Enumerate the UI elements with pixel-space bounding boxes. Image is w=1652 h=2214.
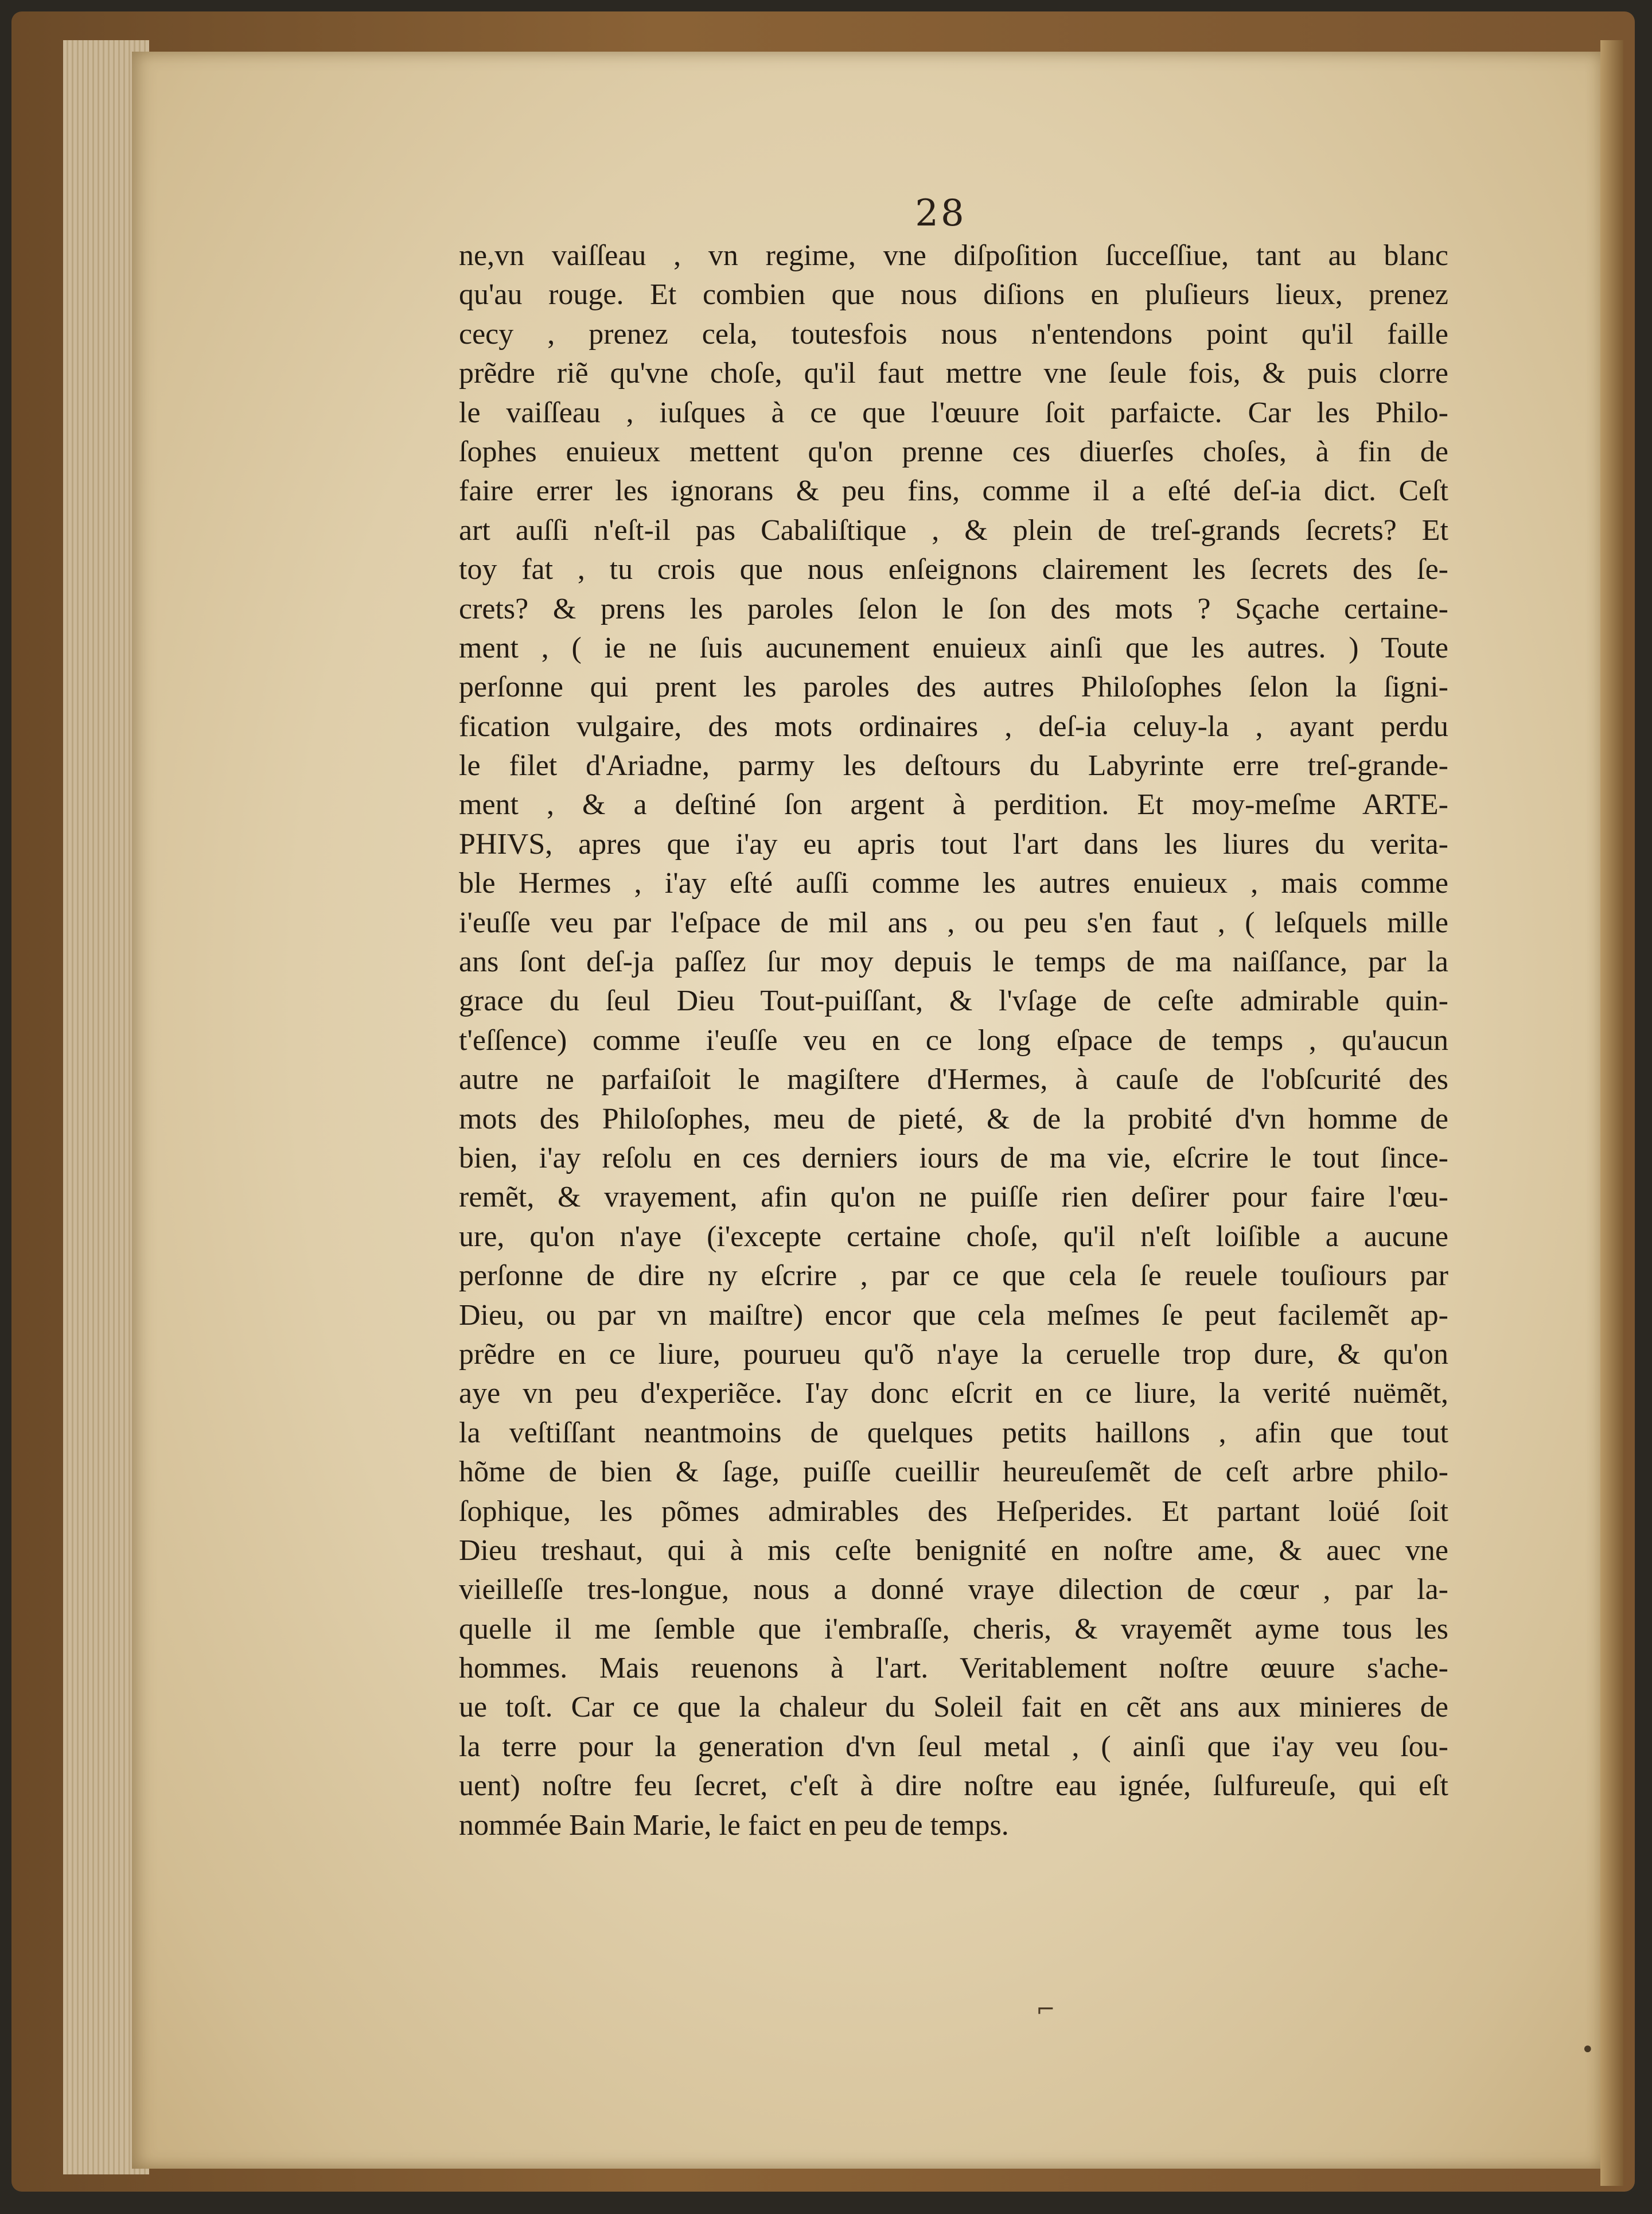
text-line: ure, qu'on n'aye (i'excepte certaine choſe, qu'il n'eſt loiſible a aucune [459, 1220, 1448, 1253]
text-line: fication vulgaire, des mots ordinaires , deſ-ia celuy-la , ayant perdu [459, 710, 1448, 743]
text-line: autre ne parfaiſoit le magiſtere d'Hermes, à cauſe de l'obſcurité des [459, 1063, 1448, 1096]
text-line: ans ſont deſ-ja paſſez ſur moy depuis le temps de ma naiſſance, par la [459, 945, 1448, 979]
text-line: uent) noſtre feu ſecret, c'eſt à dire noſtre eau ignée, ſulfureuſe, qui eſt [459, 1769, 1448, 1803]
text-line: ne,vn vaiſſeau , vn regime, vne diſpoſition ſucceſſiue, tant au blanc [459, 239, 1448, 272]
text-line: t'eſſence) comme i'euſſe veu en ce long eſpace de temps , qu'aucun [459, 1024, 1448, 1057]
page-right-edge [1600, 40, 1623, 2186]
text-line: grace du ſeul Dieu Tout-puiſſant, & l'vſage de ceſte admirable quin- [459, 985, 1448, 1018]
text-line: Dieu, ou par vn maiſtre) encor que cela meſmes ſe peut facilemẽt ap- [459, 1298, 1448, 1332]
text-line: art auſſi n'eſt-il pas Cabaliſtique , & plein de treſ-grands ſecrets? Et [459, 513, 1448, 547]
text-line: ble Hermes , i'ay eſté auſſi comme les autres enuieux , mais comme [459, 867, 1448, 900]
text-line: prẽdre en ce liure, pourueu qu'õ n'aye la ceruelle trop dure, & qu'on [459, 1337, 1448, 1371]
text-line: aye vn peu d'experiẽce. I'ay donc eſcrit en ce liure, la verité nuëmẽt, [459, 1377, 1448, 1410]
text-line: Dieu treshaut, qui à mis ceſte benignité en noſtre ame, & auec vne [459, 1534, 1448, 1567]
text-line: bien, i'ay reſolu en ces derniers iours de ma vie, eſcrire le tout ſince- [459, 1141, 1448, 1174]
text-line: cecy , prenez cela, toutesfois nous n'entendons point qu'il faille [459, 317, 1448, 351]
text-line: ue toſt. Car ce que la chaleur du Soleil fait en cẽt ans aux minieres de [459, 1691, 1448, 1724]
text-line: ment , ( ie ne ſuis aucunement enuieux ainſi que les autres. ) Toute [459, 631, 1448, 664]
text-line: ment , & a deſtiné ſon argent à perdition. Et moy-meſme ARTE- [459, 788, 1448, 822]
text-line: i'euſſe veu par l'eſpace de mil ans , ou peu s'en faut , ( leſquels mille [459, 906, 1448, 939]
ink-dot: • [1581, 2037, 1595, 2063]
text-line: le vaiſſeau , iuſques à ce que l'œuure ſoit parfaicte. Car les Philo- [459, 396, 1448, 429]
text-line: la veſtiſſant neantmoins de quelques petits haillons , afin que tout [459, 1416, 1448, 1449]
text-line: le filet d'Ariadne, parmy les deſtours du Labyrinte erre treſ-grande- [459, 749, 1448, 783]
text-line: remẽt, & vrayement, afin qu'on ne puiſſe rien deſirer pour faire l'œu- [459, 1181, 1448, 1214]
text-line: PHIVS, apres que i'ay eu apris tout l'art dans les liures du verita- [459, 827, 1448, 861]
text-line: vieilleſſe tres-longue, nous a donné vraye dilection de cœur , par la- [459, 1573, 1448, 1606]
printer-mark: ⌐ [1036, 1997, 1055, 2023]
text-line: quelle il me ſemble que i'embraſſe, cheris, & vrayemẽt ayme tous les [459, 1612, 1448, 1645]
text-line: perſonne de dire ny eſcrire , par ce que cela ſe reuele touſiours par [459, 1259, 1448, 1293]
text-line: ſophique, les põmes admirables des Heſperides. Et partant loüé ſoit [459, 1495, 1448, 1528]
text-line: qu'au rouge. Et combien que nous diſions en pluſieurs lieux, prenez [459, 278, 1448, 312]
text-line: nommée Bain Marie, le faict en peu de temps. [459, 1808, 1009, 1842]
page-number: 28 [915, 192, 967, 235]
text-line: faire errer les ignorans & peu fins, comme il a eſté deſ-ia dict. Ceſt [459, 474, 1448, 508]
text-line: la terre pour la generation d'vn ſeul metal , ( ainſi que i'ay veu ſou- [459, 1730, 1448, 1763]
text-line: hõme de bien & ſage, puiſſe cueillir heureuſemẽt de ceſt arbre philo- [459, 1456, 1448, 1489]
text-line: crets? & prens les paroles ſelon le ſon des mots ? Sçache certaine- [459, 592, 1448, 625]
text-line: mots des Philoſophes, meu de pieté, & de la probité d'vn homme de [459, 1102, 1448, 1135]
text-line: ſophes enuieux mettent qu'on prenne ces diuerſes choſes, à fin de [459, 435, 1448, 468]
page-text [459, 236, 1448, 1845]
text-line: toy fat , tu crois que nous enſeignons clairement les ſecrets des ſe- [459, 553, 1448, 586]
text-line: hommes. Mais reuenons à l'art. Veritablement noſtre œuure s'ache- [459, 1652, 1448, 1685]
text-line: perſonne qui prent les paroles des autres Philoſophes ſelon la ſigni- [459, 671, 1448, 704]
text-line: prẽdre riẽ qu'vne choſe, qu'il faut mettre vne ſeule fois, & puis clorre [459, 357, 1448, 390]
